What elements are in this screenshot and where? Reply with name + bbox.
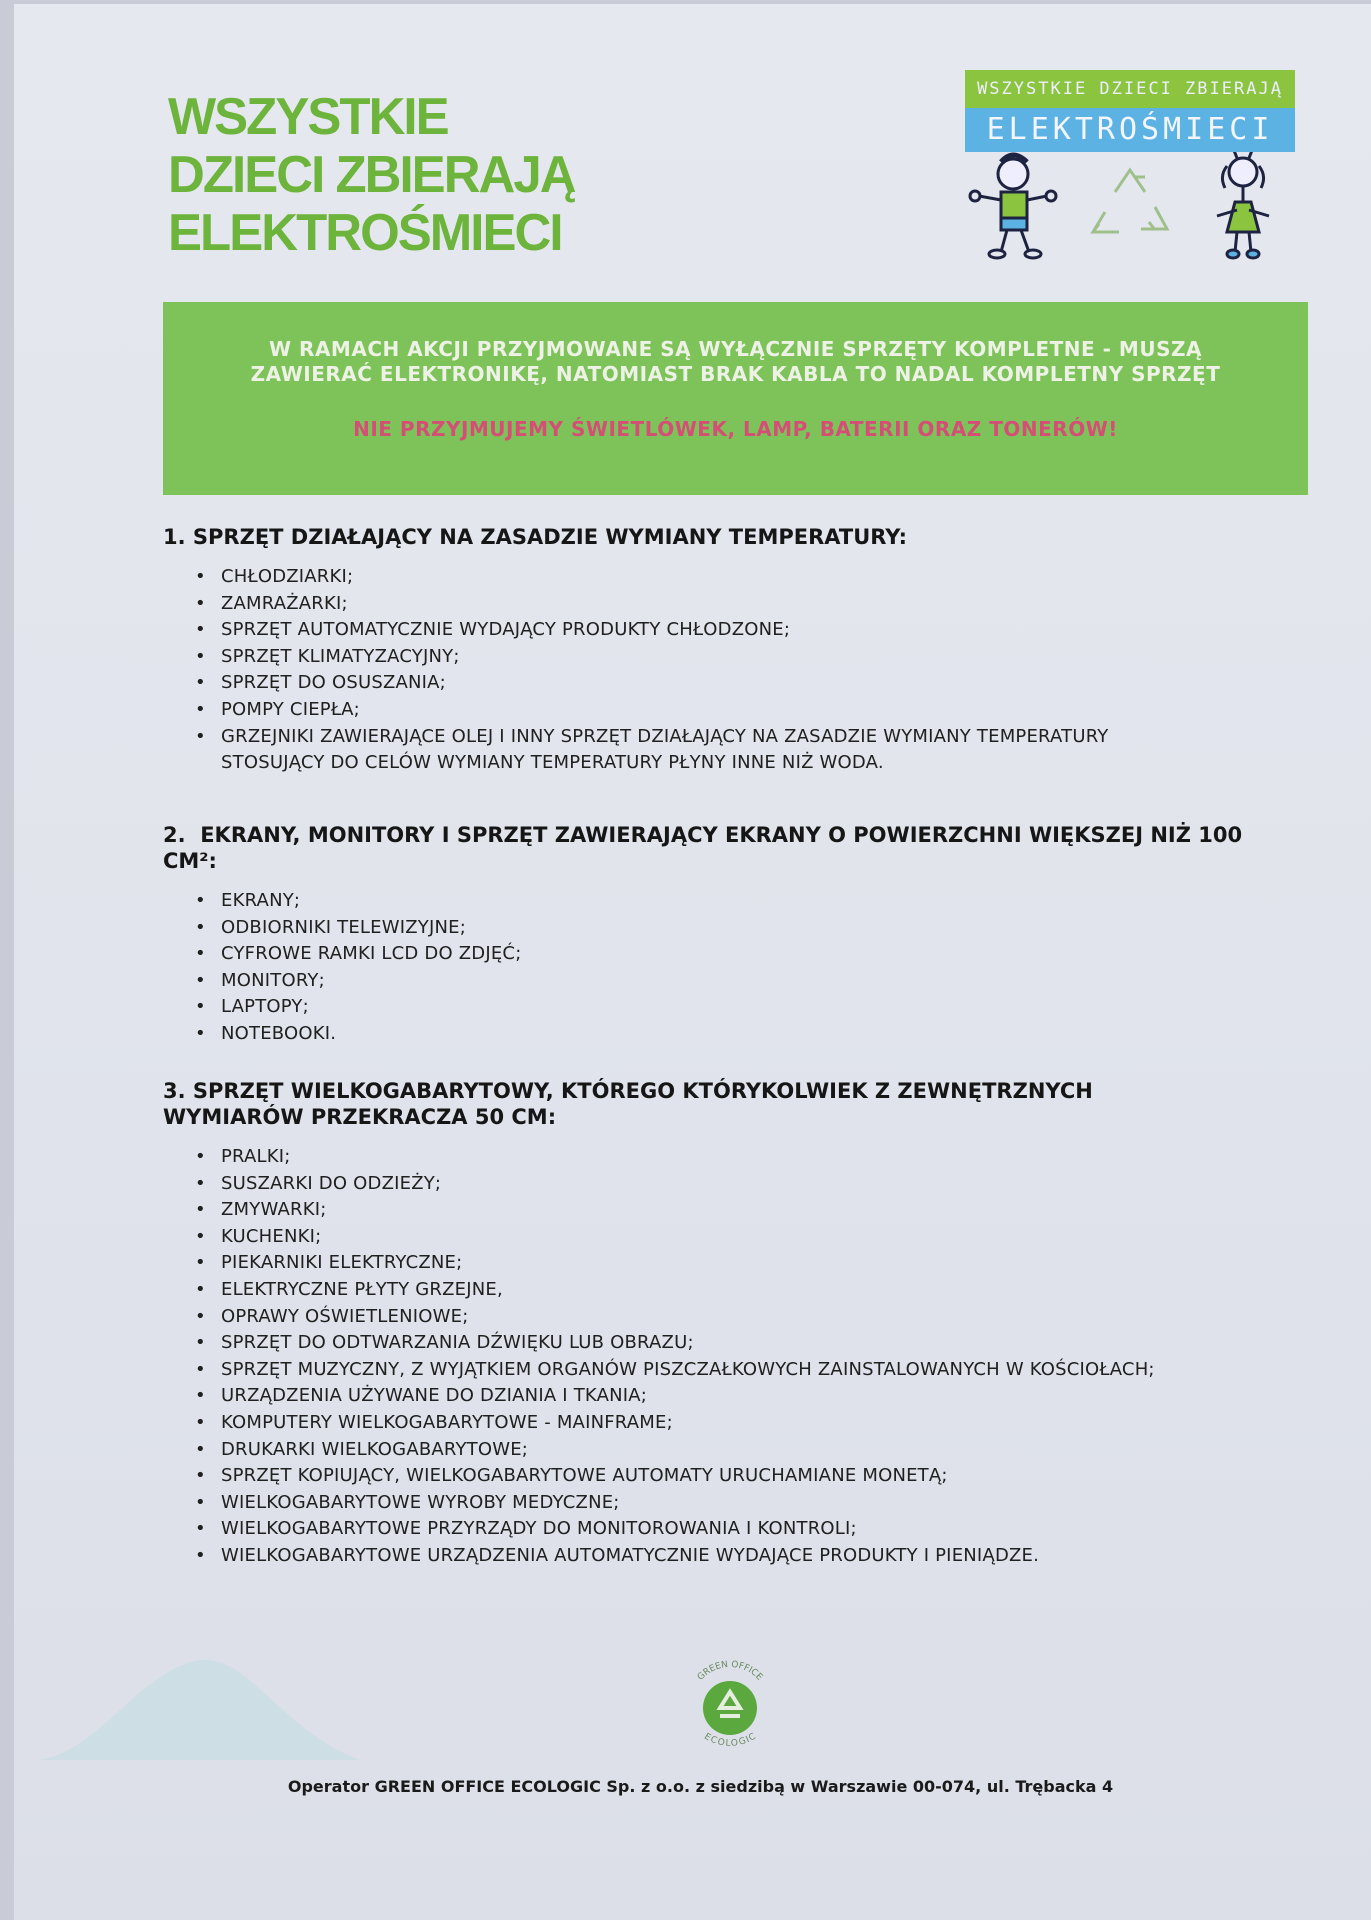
title-line: ELEKTROŚMIECI: [168, 204, 562, 262]
list-item: • URZĄDZENIA UŻYWANE DO DZIANIA I TKANIA;: [221, 1383, 1293, 1410]
item-list: [163, 564, 1293, 777]
list-item: • SPRZĘT KLIMATYZACYJNY;: [221, 644, 1293, 671]
list-item: • OPRAWY OŚWIETLENIOWE;: [221, 1304, 1293, 1331]
kids-recycle-icon: [965, 152, 1300, 292]
decorative-wave: [40, 1650, 360, 1760]
list-item: • SUSZARKI DO ODZIEŻY;: [221, 1171, 1293, 1198]
logo-main-text: ELEKTROŚMIECI: [965, 108, 1295, 152]
list-item: • KOMPUTERY WIELKOGABARYTOWE - MAINFRAME;: [221, 1410, 1293, 1437]
list-item: • GRZEJNIKI ZAWIERAJĄCE OLEJ I INNY SPRZĘT DZIAŁAJĄCY NA ZASADZIE WYMIANY TEMPERATURY STOSUJĄCY DO CELÓW WYMIANY TEMPERATURY PŁYNY INNE NIŻ WODA.: [221, 724, 1293, 777]
list-item: • SPRZĘT KOPIUJĄCY, WIELKOGABARYTOWE AUTOMATY URUCHAMIANE MONETĄ;: [221, 1463, 1293, 1490]
item-list: [163, 888, 1293, 1048]
green-office-ecologic-seal-icon: [680, 1650, 780, 1760]
section-1: [163, 524, 1293, 777]
list-item: • SPRZĘT DO OSUSZANIA;: [221, 670, 1293, 697]
list-item: • MONITORY;: [221, 968, 1293, 995]
list-item: • SPRZĘT MUZYCZNY, Z WYJĄTKIEM ORGANÓW PISZCZAŁKOWYCH ZAINSTALOWANYCH W KOŚCIOŁACH;: [221, 1357, 1293, 1384]
list-item: • ZMYWARKI;: [221, 1197, 1293, 1224]
list-item: • POMPY CIEPŁA;: [221, 697, 1293, 724]
list-item: • DRUKARKI WIELKOGABARYTOWE;: [221, 1437, 1293, 1464]
list-item: • KUCHENKI;: [221, 1224, 1293, 1251]
section-3: [163, 1078, 1293, 1570]
seal-bottom-text: ECOLOGIC: [702, 1731, 758, 1749]
svg-text:GREEN OFFICE: [696, 1660, 765, 1683]
footer-operator-text: Operator GREEN OFFICE ECOLOGIC Sp. z o.o. z siedzibą w Warszawie 00-074, ul. Trębacka 4: [287, 1777, 1114, 1796]
seal-top-text: GREEN OFFICE: [695, 1659, 765, 1683]
list-item: • ODBIORNIKI TELEWIZYJNE;: [221, 915, 1293, 942]
list-item: • PRALKI;: [221, 1144, 1293, 1171]
section-heading: 3. SPRZĘT WIELKOGABARYTOWY, KTÓREGO KTÓRYKOLWIEK Z ZEWNĘTRZNYCH WYMIARÓW PRZEKRACZA 50 CM:: [163, 1079, 1093, 1129]
list-item: • SPRZĘT DO ODTWARZANIA DŹWIĘKU LUB OBRAZU;: [221, 1330, 1293, 1357]
campaign-logo: [965, 70, 1300, 285]
page-title: [168, 88, 583, 262]
list-item: • CHŁODZIARKI;: [221, 564, 1293, 591]
title-line: DZIECI ZBIERAJĄ: [168, 146, 575, 204]
item-list: [163, 1144, 1293, 1570]
list-item: • NOTEBOOKI.: [221, 1021, 1293, 1048]
list-item: • ZAMRAŻARKI;: [221, 591, 1293, 618]
logo-top-text: WSZYSTKIE DZIECI ZBIERAJĄ: [965, 70, 1295, 108]
list-item: • CYFROWE RAMKI LCD DO ZDJĘĆ;: [221, 941, 1293, 968]
list-item: • ELEKTRYCZNE PŁYTY GRZEJNE,: [221, 1277, 1293, 1304]
list-item: • EKRANY;: [221, 888, 1293, 915]
banner-warning: NIE PRZYJMUJEMY ŚWIETLÓWEK, LAMP, BATERII ORAZ TONERÓW!: [353, 417, 1118, 441]
banner-message: W RAMACH AKCJI PRZYJMOWANE SĄ WYŁĄCZNIE SPRZĘTY KOMPLETNE - MUSZĄ ZAWIERAĆ ELEKTRONIKĘ, NATOMIAST BRAK KABLA TO NADAL KOMPLETNY SPRZĘT: [250, 337, 1221, 386]
title-line: WSZYSTKIE: [168, 88, 448, 146]
section-2: [163, 822, 1293, 1048]
section-heading: 2. EKRANY, MONITORY I SPRZĘT ZAWIERAJĄCY EKRANY O POWIERZCHNI WIĘKSZEJ NIŻ 100 CM²:: [163, 823, 1250, 873]
list-item: • LAPTOPY;: [221, 994, 1293, 1021]
list-item: • PIEKARNIKI ELEKTRYCZNE;: [221, 1250, 1293, 1277]
list-item: • WIELKOGABARYTOWE URZĄDZENIA AUTOMATYCZNIE WYDAJĄCE PRODUKTY I PIENIĄDZE.: [221, 1543, 1293, 1570]
list-item: • WIELKOGABARYTOWE PRZYRZĄDY DO MONITOROWANIA I KONTROLI;: [221, 1516, 1293, 1543]
section-heading: 1. SPRZĘT DZIAŁAJĄCY NA ZASADZIE WYMIANY TEMPERATURY:: [163, 525, 908, 549]
list-item: • WIELKOGABARYTOWE WYROBY MEDYCZNE;: [221, 1490, 1293, 1517]
info-banner: [163, 302, 1308, 495]
list-item: • SPRZĘT AUTOMATYCZNIE WYDAJĄCY PRODUKTY CHŁODZONE;: [221, 617, 1293, 644]
